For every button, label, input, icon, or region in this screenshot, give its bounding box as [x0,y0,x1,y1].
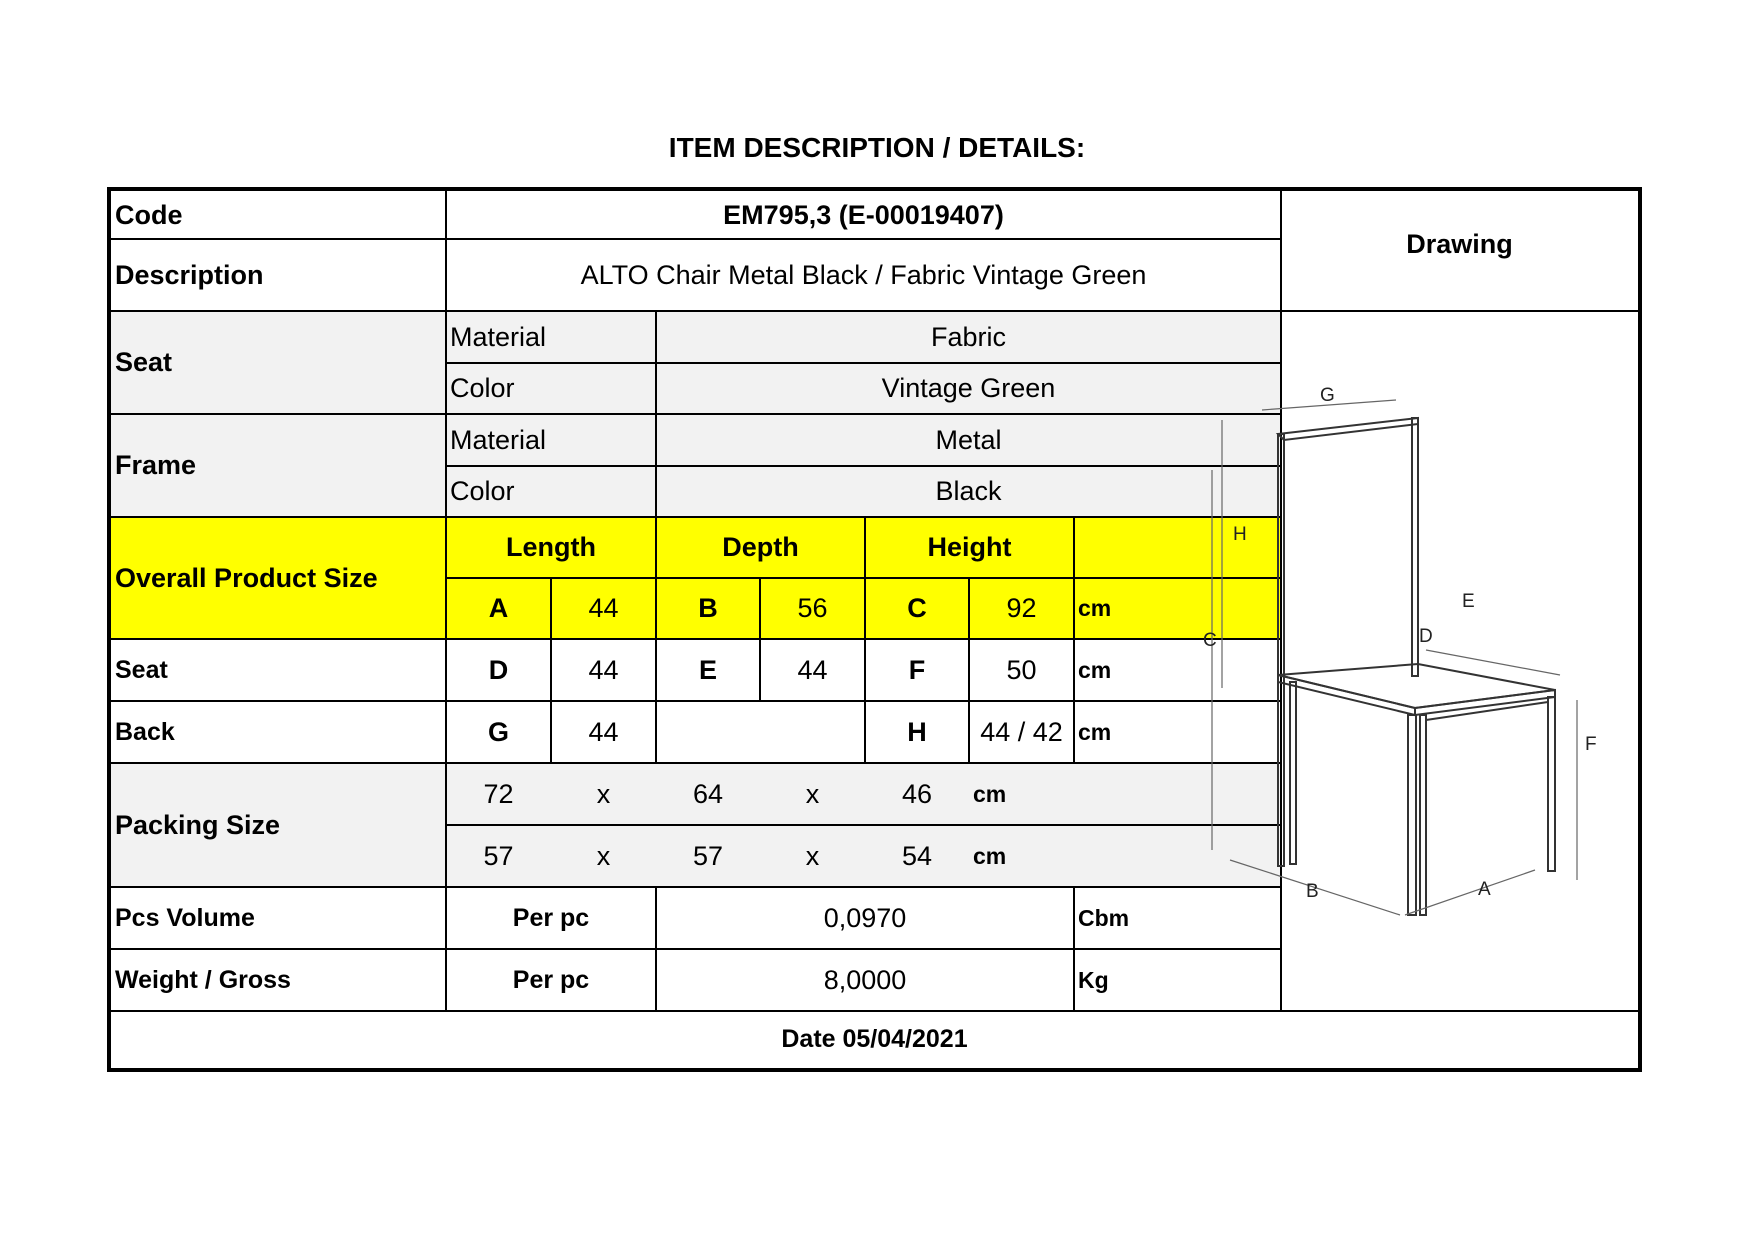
chair-drawing [1100,360,1640,940]
dim-c-letter: C [907,593,927,623]
seat-color-value: Vintage Green [881,373,1056,403]
dim-a-value: 44 [588,593,619,623]
seat-material-value: Fabric [930,321,1006,352]
seat-label: Seat [115,347,173,377]
frame-material-label: Material [450,424,547,455]
depth-header: Depth [722,532,799,562]
dim-c-value: 92 [1006,593,1037,623]
description-value: ALTO Chair Metal Black / Fabric Vintage Green [580,259,1147,290]
page-title: ITEM DESCRIPTION / DETAILS: [668,132,1086,163]
packing-2-length: 57 [483,840,514,871]
frame-color-label: Color [450,476,515,506]
height-header: Height [927,532,1012,562]
frame-label: Frame [115,450,197,480]
chair-leg-back-left [1290,682,1296,864]
seat-dims-label: Seat [115,655,168,684]
weight-label: Weight / Gross [115,965,291,994]
dim-f-letter: F [908,654,926,685]
dim-e-value: 44 [797,654,828,685]
packing-2-x1: x [596,840,611,871]
overall-unit: cm [1078,595,1112,621]
chair-back-top-rail [1278,418,1418,440]
dim-e-letter: E [698,654,717,685]
code-label: Code [115,199,183,230]
packing-1-width: 64 [692,778,724,809]
dim-g-letter: G [487,716,509,747]
dim-h-value: 44 / 42 [980,716,1063,747]
code-value: EM795,3 (E-00019407) [723,199,1004,230]
drawing-letter-f: F [1585,734,1597,755]
drawing-letter-g: G [1320,385,1335,406]
packing-size-label: Packing Size [115,809,281,840]
volume-label: Pcs Volume [115,903,255,932]
chair-leg-front-right [1548,697,1555,871]
chair-leg-front-left [1408,715,1416,915]
dim-b-letter: B [698,593,718,623]
dim-b-value: 56 [797,593,828,623]
packing-2-x2: x [805,840,820,871]
seat-color-label: Color [450,373,515,403]
weight-value: 8,0000 [823,964,907,995]
seat-dims-unit: cm [1078,656,1112,683]
weight-unit: Kg [1078,966,1109,993]
drawing-letter-b: B [1306,881,1319,902]
volume-value: 0,0970 [823,902,907,933]
date-footer: Date 05/04/2021 [781,1025,968,1053]
dim-f-value: 50 [1006,654,1037,685]
packing-1-height: 46 [901,778,933,809]
packing-2-unit: cm [973,842,1007,869]
description-label: Description [115,259,264,290]
drawing-letter-e: E [1462,591,1475,612]
volume-per: Per pc [512,903,590,932]
overall-size-label: Overall Product Size [115,562,378,593]
dim-g-value: 44 [588,716,619,747]
drawing-letter-c: C [1203,630,1217,651]
dim-d-value: 44 [588,654,619,685]
chair-back-left-post [1278,434,1284,866]
back-label: Back [115,717,175,746]
packing-2-width: 57 [692,840,724,871]
packing-1-unit: cm [973,780,1007,807]
chair-back-right-post [1412,418,1418,676]
dim-d-letter: D [488,654,509,685]
frame-material-value: Metal [935,424,1002,455]
back-unit: cm [1078,718,1112,745]
volume-unit: Cbm [1078,904,1130,931]
packing-1-length: 72 [483,778,514,809]
packing-1-x1: x [596,778,611,809]
dimension-lines [1212,400,1577,915]
dim-a-letter: A [488,593,509,623]
weight-per: Per pc [512,965,590,994]
seat-material-label: Material [450,321,547,352]
length-header: Length [506,532,596,562]
packing-1-x2: x [805,778,820,809]
frame-color-value: Black [935,476,1002,506]
packing-2-height: 54 [901,840,933,871]
drawing-letter-a: A [1478,879,1491,900]
chair-seat-front-edge [1278,675,1415,715]
drawing-letter-d: D [1419,626,1433,647]
drawing-letter-h: H [1233,524,1247,545]
chair-leg-front-left-inner [1420,715,1426,915]
dim-h-letter: H [907,716,927,747]
drawing-header: Drawing [1406,229,1513,259]
